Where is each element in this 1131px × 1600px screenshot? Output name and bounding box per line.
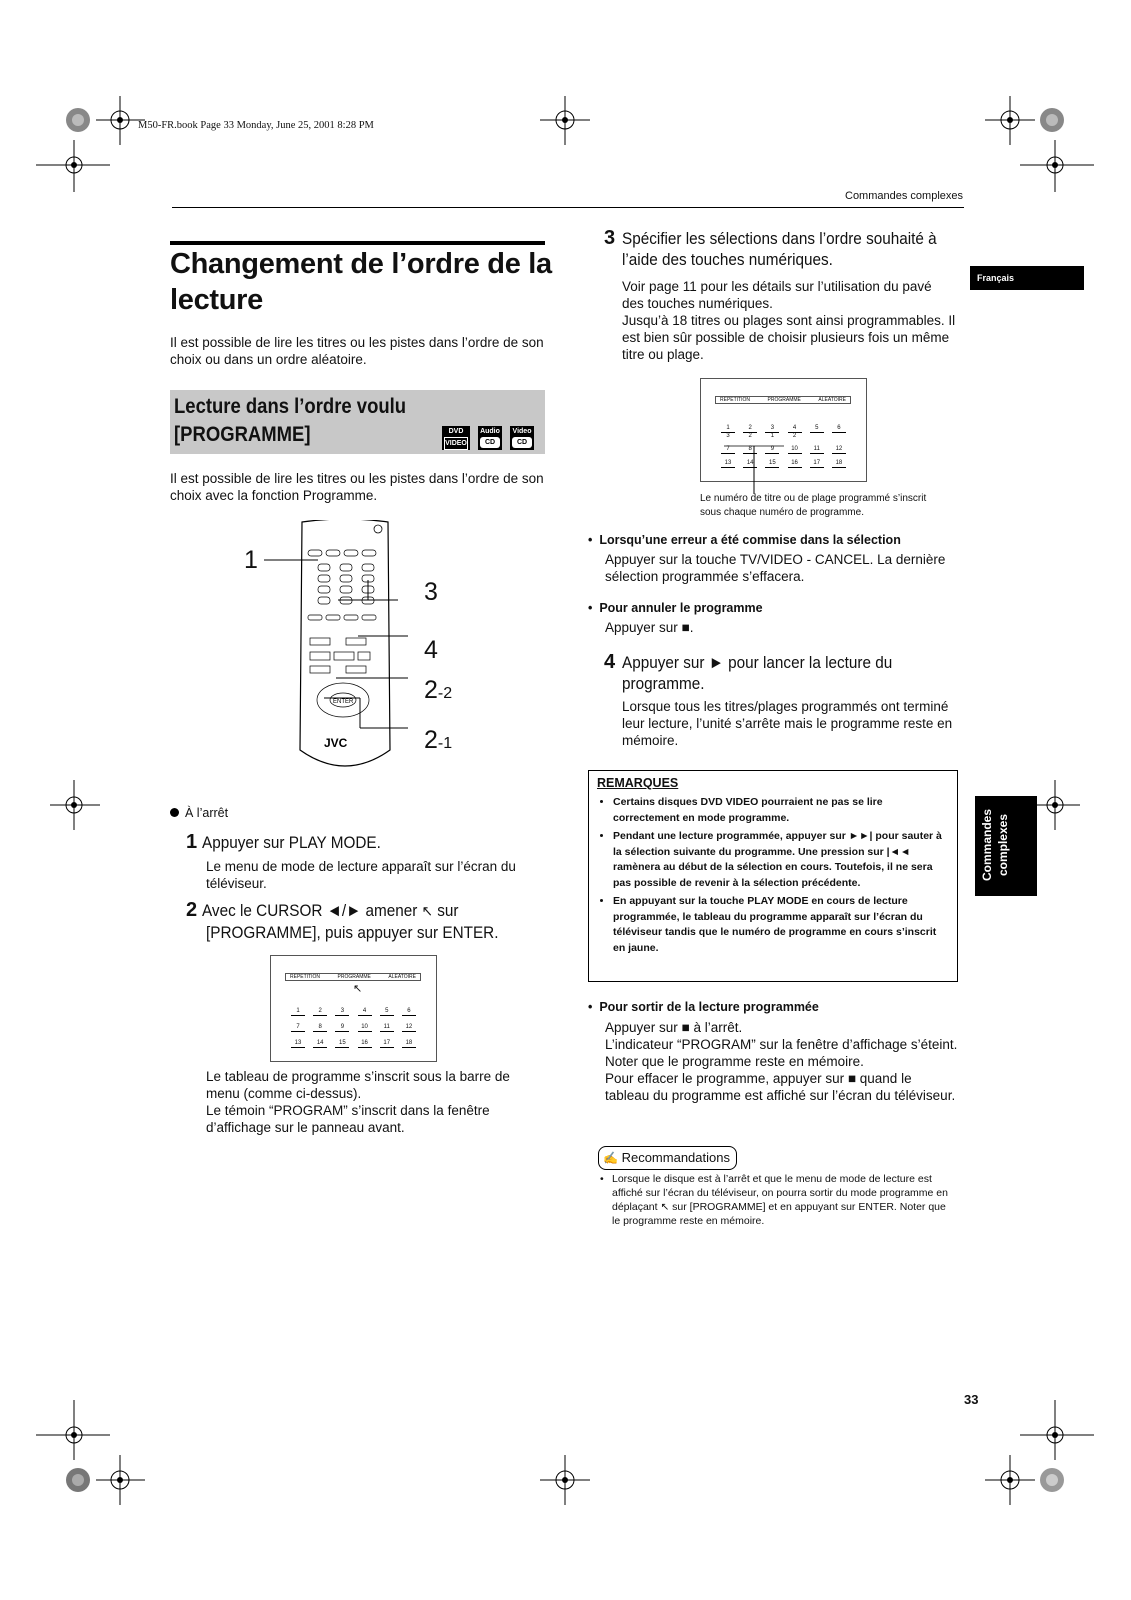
grid-cell xyxy=(358,1024,372,1032)
remarks-title: REMARQUES xyxy=(597,776,679,790)
grid-cell xyxy=(788,425,802,440)
dvd-video-badge: DVD VIDEO xyxy=(442,426,470,450)
header-rule xyxy=(172,207,964,208)
grid-number: 1 xyxy=(721,425,735,433)
grid-row xyxy=(291,1040,416,1048)
grid-cell xyxy=(358,1040,372,1048)
grid-cell xyxy=(810,425,824,440)
recommendations-text: • Lorsque le disque est à l’arrêt et que le menu de mode de lecture est affiché sur l’écran du téléviseur, on pourra sortir du mode programme en déplaçant ↖ sur [PROGRAMME] et en appuyant sur ENTER. Noter que le programme reste en mémoire. xyxy=(600,1173,948,1227)
caption-leader-line xyxy=(700,440,865,500)
grid-cell xyxy=(402,1024,416,1032)
grid-number: 3 xyxy=(765,425,779,433)
grid-number: 18 xyxy=(402,1040,416,1048)
remote-brand-logo: JVC xyxy=(324,736,348,750)
grid-cell xyxy=(765,425,779,440)
step-3-body-2: Jusqu’à 18 titres ou plages sont ainsi programmables. Il est bien sûr possible de choisir plusieurs fois un même titre ou plage. xyxy=(622,313,956,362)
remark-item: • Certains disques DVD VIDEO pourraient ne pas se lire correctement en mode programme. xyxy=(613,795,948,826)
chapter-tab-line2: complexes xyxy=(996,813,1010,877)
remark-item: • Pendant une lecture programmée, appuyer sur ►►| pour sauter à la sélection suivante du programme. Une pression sur |◄◄ ramènera au début de la sélection en cours. Toutefois, il ne sera pas possible de revenir à la sélection précédente. xyxy=(613,829,948,891)
error-body: Appuyer sur la touche TV/VIDEO - CANCEL. La dernière sélection programmée s’effacera. xyxy=(605,552,946,584)
hand-note-icon: ✍ xyxy=(603,1151,618,1165)
section-heading-line2: [PROGRAMME] xyxy=(174,423,311,446)
screen-pointer-icon: ↖ xyxy=(353,983,363,995)
callout-1: 1 xyxy=(244,546,258,574)
grid-row xyxy=(291,1024,416,1032)
grid-cell xyxy=(358,1008,372,1016)
callout-4: 4 xyxy=(424,636,438,664)
step-1-body: Le menu de mode de lecture apparaît sur l’écran du téléviseur. xyxy=(206,859,516,891)
grid-number: 10 xyxy=(358,1024,372,1032)
grid-number: 7 xyxy=(721,446,735,454)
grid-number: 15 xyxy=(335,1040,349,1048)
grid-cell xyxy=(291,1024,305,1032)
exit-body-4: Pour effacer le programme, appuyer sur ■ quand le tableau du programme est affiché sur l’écran du téléviseur. xyxy=(605,1071,956,1103)
step-2-body-2: Le témoin “PROGRAM” s’inscrit dans la fenêtre d’affichage sur le panneau avant. xyxy=(206,1103,490,1135)
grid-number: 5 xyxy=(810,425,824,433)
grid-cell xyxy=(380,1040,394,1048)
grid-programmed-value: 2 xyxy=(792,433,797,439)
exit-title: • Pour sortir de la lecture programmée xyxy=(588,1000,819,1014)
error-title: • Lorsqu’une erreur a été commise dans la sélection xyxy=(588,533,901,547)
grid-programmed-value: 3 xyxy=(726,433,730,439)
audio-cd-badge: Audio CD xyxy=(478,426,502,450)
grid-number: 12 xyxy=(402,1024,416,1032)
remarks-list xyxy=(597,795,948,959)
program-grid xyxy=(291,1008,416,1056)
grid-programmed-value: 2 xyxy=(748,433,752,439)
grid-cell xyxy=(291,1040,305,1048)
remark-item: • En appuyant sur la touche PLAY MODE en cours de lecture programmée, le tableau du programme apparaît sur l’écran du téléviseur tandis que le numéro de programme en cours s’inscrit en jaune. xyxy=(613,894,948,956)
grid-number: 6 xyxy=(832,425,846,433)
grid-row xyxy=(291,1008,416,1016)
grid-cell xyxy=(402,1008,416,1016)
grid-number: 9 xyxy=(335,1024,349,1032)
section-heading-band xyxy=(170,390,545,454)
callout-2-1: 2-1 xyxy=(424,726,453,754)
grid-number: 11 xyxy=(380,1024,394,1032)
pointer-icon: ↖ xyxy=(421,903,433,920)
grid-number: 5 xyxy=(380,1008,394,1016)
page-number: 33 xyxy=(964,1392,979,1407)
intro-text: Il est possible de lire les titres ou les pistes dans l’ordre de son choix ou dans un ordre aléatoire. xyxy=(170,335,544,367)
exit-section xyxy=(588,1000,958,1104)
remote-enter-label: ENTER xyxy=(333,699,354,705)
grid-cell xyxy=(313,1024,327,1032)
grid-cell xyxy=(313,1008,327,1016)
grid-cell xyxy=(832,425,846,440)
grid-cell xyxy=(291,1008,305,1016)
grid-number: 6 xyxy=(402,1008,416,1016)
file-stamp: M50-FR.book Page 33 Monday, June 25, 2001 8:28 PM xyxy=(138,120,374,131)
step-2-title: 2 Avec le CURSOR ◄/► amener ↖ sur [PROGRAMME], puis appuyer sur ENTER. xyxy=(186,899,499,942)
chapter-tab-line1: Commandes xyxy=(980,808,994,882)
grid-number: 16 xyxy=(358,1040,372,1048)
grid-cell xyxy=(335,1024,349,1032)
screen-menu-bar: REPETITION PROGRAMME ALEATOIRE xyxy=(285,973,421,981)
grid-number: 14 xyxy=(313,1040,327,1048)
program-screen-step2 xyxy=(270,955,437,1062)
grid-number: 17 xyxy=(810,460,824,468)
grid-number: 4 xyxy=(788,425,802,433)
step-3-body-1: Voir page 11 pour les détails sur l’utilisation du pavé des touches numériques. xyxy=(622,279,932,311)
grid-number: 13 xyxy=(291,1040,305,1048)
grid-number: 12 xyxy=(832,446,846,454)
grid-number: 1 xyxy=(291,1008,305,1016)
at-stop-label: À l’arrêt xyxy=(170,806,228,820)
error-section xyxy=(588,533,958,585)
grid-number: 8 xyxy=(313,1024,327,1032)
cancel-title: • Pour annuler le programme xyxy=(588,601,763,615)
running-header: Commandes complexes xyxy=(845,190,963,202)
step-4-title: 4 Appuyer sur ► pour lancer la lecture du programme. xyxy=(604,651,893,693)
exit-body-3: Noter que le programme reste en mémoire. xyxy=(605,1054,864,1069)
grid-number: 11 xyxy=(810,446,824,454)
grid-number: 10 xyxy=(788,446,802,454)
section-heading-line1: Lecture dans l’ordre voulu xyxy=(174,395,407,418)
callout-2-2: 2-2 xyxy=(424,676,453,704)
language-tab: Français xyxy=(970,266,1084,290)
grid-cell xyxy=(335,1040,349,1048)
chapter-tab xyxy=(975,796,1037,896)
title-rule xyxy=(170,241,545,245)
grid-number: 4 xyxy=(358,1008,372,1016)
grid-cell xyxy=(743,425,757,440)
grid-number: 18 xyxy=(832,460,846,468)
grid-number: 14 xyxy=(743,460,757,468)
grid-number: 2 xyxy=(743,425,757,433)
grid-number: 2 xyxy=(313,1008,327,1016)
grid-number: 16 xyxy=(788,460,802,468)
cancel-body: Appuyer sur ■. xyxy=(605,620,694,635)
grid-cell xyxy=(380,1008,394,1016)
exit-body-2: L’indicateur “PROGRAM” sur la fenêtre d’affichage s’éteint. xyxy=(605,1037,958,1052)
section-intro-text: Il est possible de lire les titres ou les pistes dans l’ordre de son choix avec la fonction Programme. xyxy=(170,471,544,503)
grid-cell xyxy=(721,425,735,440)
grid-programmed-value: 1 xyxy=(770,433,775,439)
grid-number: 15 xyxy=(765,460,779,468)
grid-number: 7 xyxy=(291,1024,305,1032)
grid-cell xyxy=(380,1024,394,1032)
grid-cell xyxy=(313,1040,327,1048)
step-4-body: Lorsque tous les titres/plages programmés ont terminé leur lecture, l’unité s’arrête mais le programme reste en mémoire. xyxy=(622,699,953,748)
cancel-section xyxy=(588,601,958,636)
grid-number: 17 xyxy=(380,1040,394,1048)
grid-cell xyxy=(402,1040,416,1048)
screen-menu-bar-2: REPETITION PROGRAMME ALEATOIRE xyxy=(715,396,851,404)
grid-number: 8 xyxy=(743,446,757,454)
grid-row xyxy=(721,425,846,440)
step-3-title: 3 Spécifier les sélections dans l’ordre souhaité à l’aide des touches numériques. xyxy=(604,227,937,269)
screen-caption: Le numéro de titre ou de plage programmé s’inscrit sous chaque numéro de programme. xyxy=(700,493,927,518)
callout-3: 3 xyxy=(424,578,438,606)
grid-cell xyxy=(335,1008,349,1016)
video-cd-badge: Video CD xyxy=(510,426,534,450)
exit-body-1: Appuyer sur ■ à l’arrêt. xyxy=(605,1020,743,1035)
grid-number: 3 xyxy=(335,1008,349,1016)
remarks-box xyxy=(588,770,958,982)
grid-number: 13 xyxy=(721,460,735,468)
callout-lines xyxy=(260,540,440,750)
page-title: Changement de l’ordre de la lecture xyxy=(170,248,552,316)
grid-number: 9 xyxy=(765,446,779,454)
step-1-title: 1 Appuyer sur PLAY MODE. xyxy=(186,831,381,853)
recommendations-badge: ✍ Recommandations xyxy=(598,1146,737,1170)
step-2-body-1: Le tableau de programme s’inscrit sous la barre de menu (comme ci-dessus). xyxy=(206,1069,510,1101)
